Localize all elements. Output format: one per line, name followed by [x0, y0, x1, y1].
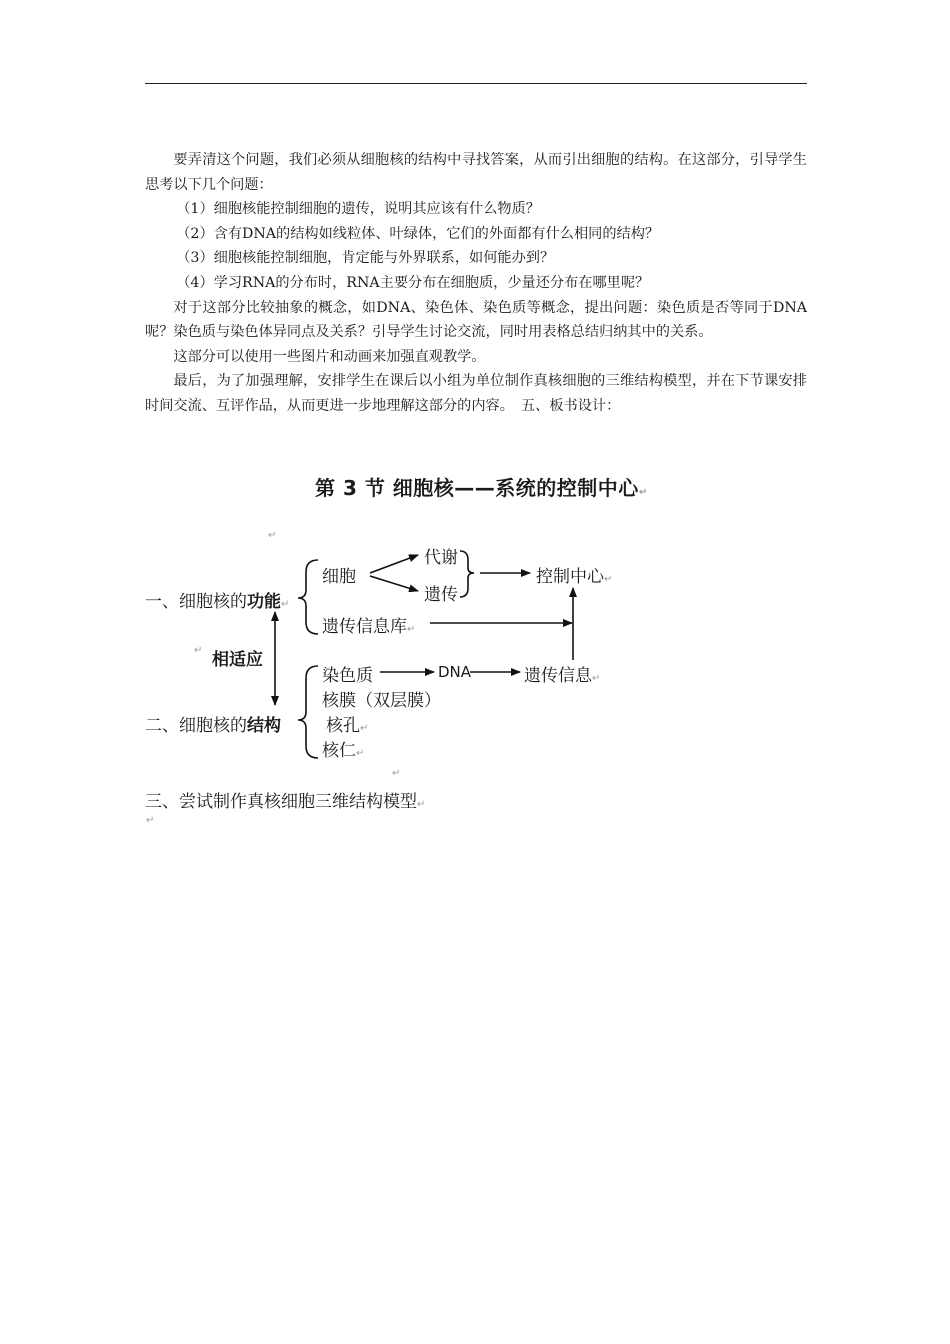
paragraph-mark: ↵ — [407, 624, 416, 635]
label-nuclear-envelope: 核膜（双层膜） — [322, 691, 441, 711]
structure-brace — [298, 666, 318, 758]
paragraph-mark: ↵ — [356, 748, 365, 759]
section-3-heading — [145, 787, 425, 812]
label-nuclear-pore — [326, 711, 368, 736]
paragraph-intro: 要弄清这个问题，我们必须从细胞核的结构中寻找答案，从而引出细胞的结构。在这部分，引导学生思考以下几个问题： — [145, 152, 807, 193]
question-3: （3）细胞核能控制细胞，肯定能与外界联系，如何能办到？ — [176, 250, 555, 267]
paragraph-mark: ↵ — [604, 574, 613, 585]
function-brace — [298, 560, 318, 634]
small-brace — [460, 551, 474, 597]
question-1: （1）细胞核能控制细胞的遗传，说明其应该有什么物质？ — [176, 201, 540, 218]
label-gene-library — [322, 612, 415, 637]
label-genetic-info — [524, 661, 600, 686]
control-center-text: 控制中心 — [536, 567, 604, 587]
paragraph-model: 最后，为了加强理解，安排学生在课后以小组为单位制作真核细胞的三维结构模型，并在下节课安排时间交流、互评作品，从而更进一步地理解这部分的内容。 五、板书设计： — [145, 373, 807, 414]
paragraph-mark: ↵ — [194, 645, 203, 656]
adapt-text: 相适应 — [212, 650, 263, 670]
gene-library-text: 遗传信息库 — [322, 617, 407, 637]
paragraph-mark: ↵ — [281, 599, 290, 610]
label-heredity: 遗传 — [424, 585, 458, 605]
label-cell: 细胞 — [322, 567, 356, 587]
arrow-cell-metabolism — [370, 555, 418, 573]
genetic-info-text: 遗传信息 — [524, 666, 592, 686]
nucleolus-text: 核仁 — [322, 741, 356, 761]
label-adapt — [212, 645, 263, 670]
section-3-text: 三、尝试制作真核细胞三维结构模型 — [145, 792, 417, 812]
arrow-cell-heredity — [370, 576, 418, 591]
paragraph-mark: ↵ — [592, 673, 601, 684]
paragraph-mark: ↵ — [146, 815, 155, 826]
paragraph-mark: ↵ — [360, 723, 369, 734]
board-title-text: 第 3 节 细胞核——系统的控制中心 — [315, 476, 639, 500]
question-4: （4）学习RNA的分布时，RNA主要分布在细胞质，少量还分布在哪里呢？ — [176, 274, 650, 291]
section-2-bold: 结构 — [247, 716, 281, 736]
section-1-bold: 功能 — [247, 592, 281, 612]
paragraph-mark: ↵ — [392, 768, 401, 779]
label-dna: DNA — [438, 663, 472, 681]
label-nucleolus — [322, 736, 364, 761]
paragraph-mark: ↵ — [638, 487, 648, 498]
paragraph-visual: 这部分可以使用一些图片和动画来加强直观教学。 — [173, 348, 486, 365]
section-1-heading — [145, 587, 289, 612]
section-1-prefix: 一、细胞核的 — [145, 592, 247, 612]
paragraph-concepts: 对于这部分比较抽象的概念，如DNA、染色体、染色质等概念，提出问题：染色质是否等同于DNA呢？染色质与染色体异同点及关系？引导学生讨论交流，同时用表格总结归纳其中的关系。 — [145, 299, 807, 341]
label-metabolism: 代谢 — [424, 548, 458, 568]
section-2-heading — [145, 711, 281, 736]
label-control-center — [536, 562, 612, 587]
paragraph-mark: ↵ — [417, 799, 426, 810]
label-chromatin: 染色质 — [322, 666, 373, 686]
paragraph-mark: ↵ — [268, 530, 277, 541]
question-2: （2）含有DNA的结构如线粒体、叶绿体，它们的外面都有什么相同的结构？ — [176, 225, 660, 242]
section-2-prefix: 二、细胞核的 — [145, 716, 247, 736]
nuclear-pore-text: 核孔 — [326, 716, 360, 736]
